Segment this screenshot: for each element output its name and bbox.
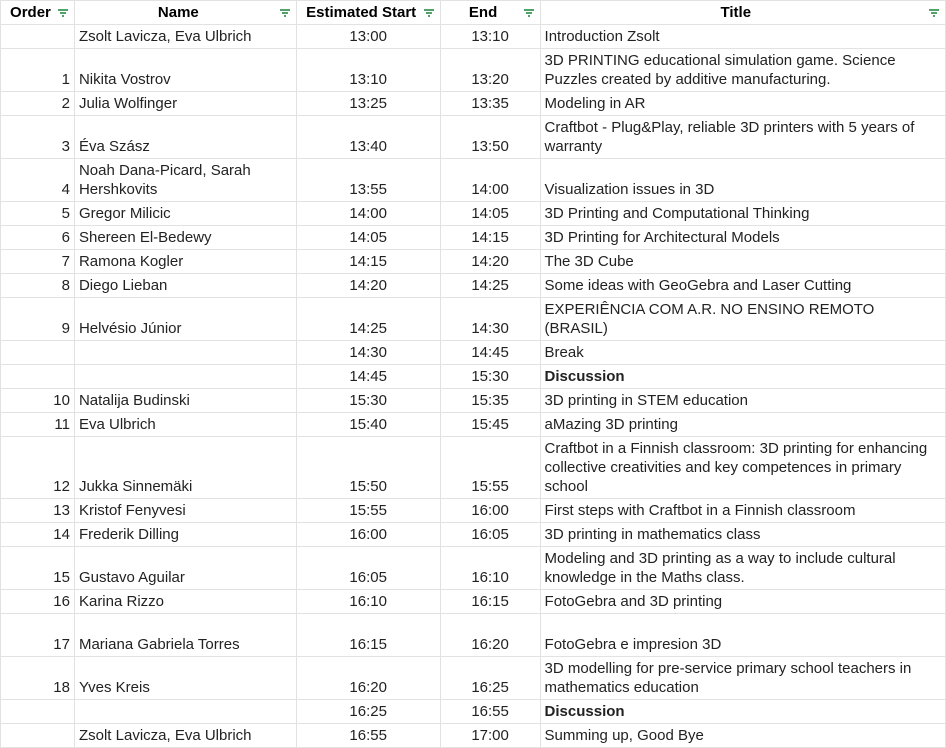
table-row <box>1 590 946 614</box>
table-row <box>1 341 946 365</box>
cell-name[interactable]: Shereen El-Bedewy <box>74 226 296 250</box>
cell-start[interactable]: 14:25 <box>296 298 440 341</box>
cell-order[interactable]: 15 <box>1 547 75 590</box>
cell-title[interactable]: FotoGebra and 3D printing <box>540 590 945 614</box>
cell-name[interactable]: Jukka Sinnemäki <box>74 437 296 499</box>
cell-start[interactable]: 14:15 <box>296 250 440 274</box>
cell-start[interactable]: 16:20 <box>296 657 440 700</box>
filter-icon[interactable] <box>57 7 69 19</box>
cell-start[interactable]: 16:10 <box>296 590 440 614</box>
cell-end[interactable]: 15:55 <box>440 437 540 499</box>
cell-end[interactable]: 14:15 <box>440 226 540 250</box>
cell-end[interactable]: 15:45 <box>440 413 540 437</box>
table-row <box>1 614 946 657</box>
cell-name[interactable]: Yves Kreis <box>74 657 296 700</box>
table-row <box>1 116 946 159</box>
cell-order[interactable]: 9 <box>1 298 75 341</box>
table-row <box>1 25 946 49</box>
cell-start[interactable]: 16:05 <box>296 547 440 590</box>
cell-start[interactable]: 15:50 <box>296 437 440 499</box>
cell-end[interactable]: 14:25 <box>440 274 540 298</box>
cell-start[interactable]: 14:30 <box>296 341 440 365</box>
cell-order[interactable]: 4 <box>1 159 75 202</box>
cell-name[interactable] <box>74 341 296 365</box>
cell-start[interactable]: 13:55 <box>296 159 440 202</box>
table-row <box>1 92 946 116</box>
cell-start[interactable]: 13:25 <box>296 92 440 116</box>
cell-title[interactable]: Some ideas with GeoGebra and Laser Cutting <box>540 274 945 298</box>
cell-name[interactable]: Gustavo Aguilar <box>74 547 296 590</box>
cell-start[interactable]: 16:25 <box>296 700 440 724</box>
cell-title[interactable]: 3D modelling for pre-service primary school teachers in mathematics education <box>540 657 945 700</box>
cell-title[interactable]: The 3D Cube <box>540 250 945 274</box>
cell-end[interactable]: 14:00 <box>440 159 540 202</box>
cell-order[interactable] <box>1 700 75 724</box>
cell-order[interactable]: 16 <box>1 590 75 614</box>
filter-icon[interactable] <box>523 7 535 19</box>
cell-start[interactable]: 13:40 <box>296 116 440 159</box>
cell-start[interactable]: 15:55 <box>296 499 440 523</box>
table-row <box>1 389 946 413</box>
column-header-end[interactable] <box>440 1 540 25</box>
cell-order[interactable]: 14 <box>1 523 75 547</box>
cell-order[interactable]: 1 <box>1 49 75 92</box>
cell-name[interactable]: Diego Lieban <box>74 274 296 298</box>
cell-order[interactable]: 7 <box>1 250 75 274</box>
column-header-order[interactable] <box>1 1 75 25</box>
cell-start[interactable]: 14:05 <box>296 226 440 250</box>
cell-end[interactable]: 16:15 <box>440 590 540 614</box>
table-row <box>1 226 946 250</box>
cell-name[interactable]: Mariana Gabriela Torres <box>74 614 296 657</box>
cell-title[interactable]: FotoGebra e impresion 3D <box>540 614 945 657</box>
cell-order[interactable] <box>1 724 75 748</box>
cell-order[interactable] <box>1 365 75 389</box>
cell-title[interactable]: Craftbot - Plug&Play, reliable 3D printers with 5 years of warranty <box>540 116 945 159</box>
cell-end[interactable]: 14:05 <box>440 202 540 226</box>
column-header-name[interactable] <box>74 1 296 25</box>
cell-title[interactable]: Visualization issues in 3D <box>540 159 945 202</box>
cell-name[interactable]: Noah Dana-Picard, Sarah Hershkovits <box>74 159 296 202</box>
table-row <box>1 202 946 226</box>
table-row <box>1 523 946 547</box>
filter-icon[interactable] <box>279 7 291 19</box>
cell-end[interactable]: 16:20 <box>440 614 540 657</box>
cell-start[interactable]: 13:10 <box>296 49 440 92</box>
cell-title[interactable]: 3D Printing and Computational Thinking <box>540 202 945 226</box>
cell-name[interactable]: Julia Wolfinger <box>74 92 296 116</box>
table-row <box>1 437 946 499</box>
cell-start[interactable]: 16:15 <box>296 614 440 657</box>
table-row <box>1 159 946 202</box>
column-header-label: End <box>468 4 498 21</box>
cell-start[interactable]: 13:00 <box>296 25 440 49</box>
cell-end[interactable]: 16:00 <box>440 499 540 523</box>
cell-order[interactable] <box>1 341 75 365</box>
cell-name[interactable]: Zsolt Lavicza, Eva Ulbrich <box>74 25 296 49</box>
table-row <box>1 700 946 724</box>
cell-title[interactable]: 3D printing in STEM education <box>540 389 945 413</box>
cell-name[interactable]: Frederik Dilling <box>74 523 296 547</box>
table-row <box>1 657 946 700</box>
cell-end[interactable]: 13:20 <box>440 49 540 92</box>
cell-title[interactable]: 3D PRINTING educational simulation game. Science Puzzles created by additive manufacturing. <box>540 49 945 92</box>
cell-start[interactable]: 16:55 <box>296 724 440 748</box>
cell-order[interactable]: 13 <box>1 499 75 523</box>
cell-end[interactable]: 14:30 <box>440 298 540 341</box>
table-row <box>1 499 946 523</box>
cell-order[interactable]: 12 <box>1 437 75 499</box>
cell-title[interactable]: Discussion <box>540 365 945 389</box>
cell-name[interactable]: Zsolt Lavicza, Eva Ulbrich <box>74 724 296 748</box>
cell-end[interactable]: 13:50 <box>440 116 540 159</box>
cell-end[interactable]: 16:05 <box>440 523 540 547</box>
cell-end[interactable]: 15:30 <box>440 365 540 389</box>
cell-start[interactable]: 14:45 <box>296 365 440 389</box>
cell-name[interactable]: Nikita Vostrov <box>74 49 296 92</box>
cell-name[interactable]: Natalija Budinski <box>74 389 296 413</box>
cell-name[interactable]: Eva Ulbrich <box>74 413 296 437</box>
cell-end[interactable]: 13:10 <box>440 25 540 49</box>
column-header-label: Name <box>157 4 199 21</box>
cell-start[interactable]: 15:40 <box>296 413 440 437</box>
cell-start[interactable]: 14:20 <box>296 274 440 298</box>
cell-name[interactable]: Karina Rizzo <box>74 590 296 614</box>
cell-name[interactable]: Éva Szász <box>74 116 296 159</box>
column-header-label: Estimated Start <box>306 4 417 21</box>
cell-start[interactable]: 15:30 <box>296 389 440 413</box>
column-header-label: Order <box>10 4 51 21</box>
cell-title[interactable]: Introduction Zsolt <box>540 25 945 49</box>
column-header-label: Title <box>720 4 752 21</box>
cell-name[interactable]: Ramona Kogler <box>74 250 296 274</box>
cell-order[interactable]: 17 <box>1 614 75 657</box>
filter-icon[interactable] <box>928 7 940 19</box>
cell-order[interactable]: 8 <box>1 274 75 298</box>
filter-icon[interactable] <box>423 7 435 19</box>
column-header-estimated-start[interactable] <box>296 1 440 25</box>
cell-end[interactable]: 16:55 <box>440 700 540 724</box>
table-row <box>1 724 946 748</box>
cell-name[interactable] <box>74 700 296 724</box>
cell-order[interactable]: 11 <box>1 413 75 437</box>
cell-title[interactable]: Summing up, Good Bye <box>540 724 945 748</box>
table-row <box>1 547 946 590</box>
cell-order[interactable]: 10 <box>1 389 75 413</box>
table-row <box>1 49 946 92</box>
table-row <box>1 413 946 437</box>
cell-title[interactable]: Modeling and 3D printing as a way to include cultural knowledge in the Maths class. <box>540 547 945 590</box>
cell-title[interactable]: 3D printing in mathematics class <box>540 523 945 547</box>
cell-end[interactable]: 14:45 <box>440 341 540 365</box>
cell-order[interactable]: 3 <box>1 116 75 159</box>
cell-end[interactable]: 16:10 <box>440 547 540 590</box>
cell-title[interactable]: EXPERIÊNCIA COM A.R. NO ENSINO REMOTO (BRASIL) <box>540 298 945 341</box>
header-row <box>1 1 946 25</box>
cell-end[interactable]: 16:25 <box>440 657 540 700</box>
cell-end[interactable]: 15:35 <box>440 389 540 413</box>
cell-name[interactable] <box>74 365 296 389</box>
cell-title[interactable]: Break <box>540 341 945 365</box>
table-row <box>1 250 946 274</box>
cell-order[interactable]: 5 <box>1 202 75 226</box>
cell-name[interactable]: Kristof Fenyvesi <box>74 499 296 523</box>
cell-end[interactable]: 13:35 <box>440 92 540 116</box>
cell-order[interactable]: 18 <box>1 657 75 700</box>
cell-order[interactable] <box>1 25 75 49</box>
cell-title[interactable]: Modeling in AR <box>540 92 945 116</box>
table-row <box>1 274 946 298</box>
cell-title[interactable]: Craftbot in a Finnish classroom: 3D printing for enhancing collective creativities and key competences in primary school <box>540 437 945 499</box>
cell-title[interactable]: aMazing 3D printing <box>540 413 945 437</box>
cell-order[interactable]: 6 <box>1 226 75 250</box>
cell-order[interactable]: 2 <box>1 92 75 116</box>
cell-name[interactable]: Helvésio Júnior <box>74 298 296 341</box>
cell-title[interactable]: 3D Printing for Architectural Models <box>540 226 945 250</box>
cell-start[interactable]: 16:00 <box>296 523 440 547</box>
cell-end[interactable]: 17:00 <box>440 724 540 748</box>
table-row <box>1 365 946 389</box>
column-header-title[interactable] <box>540 1 945 25</box>
table-row <box>1 298 946 341</box>
cell-title[interactable]: First steps with Craftbot in a Finnish classroom <box>540 499 945 523</box>
cell-name[interactable]: Gregor Milicic <box>74 202 296 226</box>
cell-start[interactable]: 14:00 <box>296 202 440 226</box>
cell-end[interactable]: 14:20 <box>440 250 540 274</box>
cell-title[interactable]: Discussion <box>540 700 945 724</box>
